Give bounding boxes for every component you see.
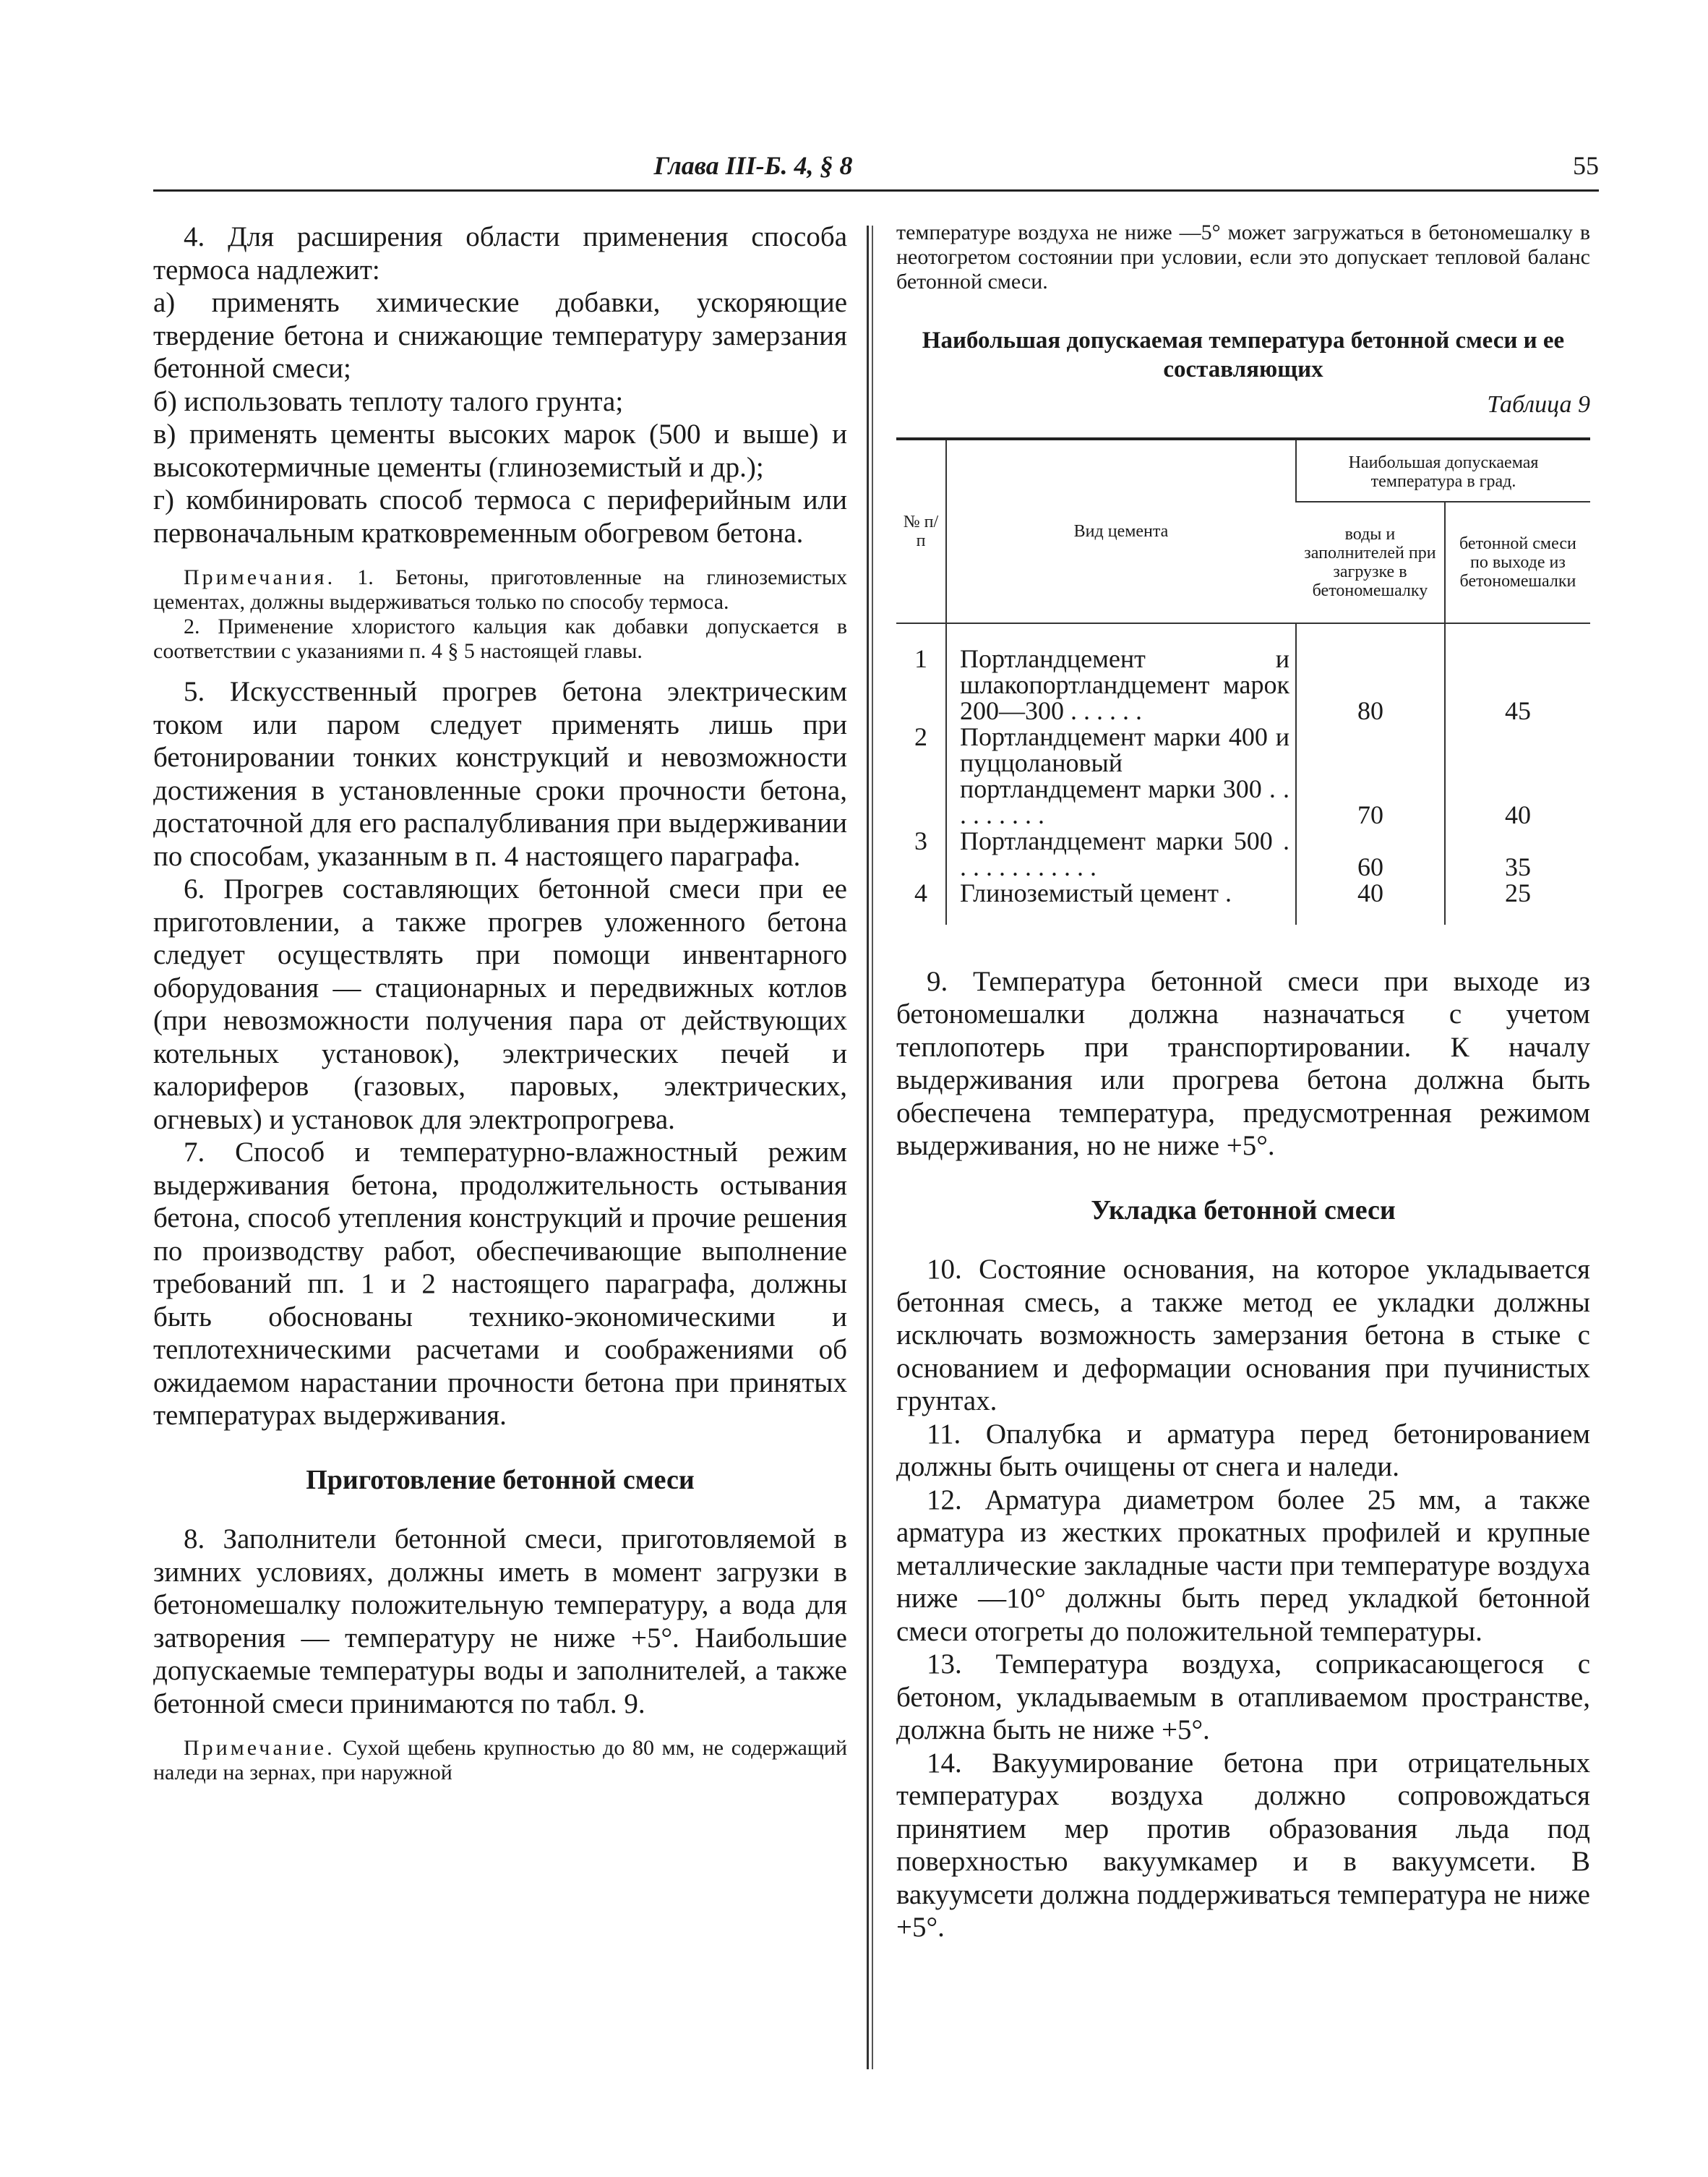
col-header-mix: бетонной смеси по выходе из бетономешалки bbox=[1445, 502, 1590, 623]
table-row bbox=[896, 828, 1590, 880]
right-column bbox=[896, 221, 1590, 1944]
paragraph-11: 11. Опалубка и арматура перед бетонированием должны быть очищены от снега и наледи. bbox=[896, 1418, 1590, 1482]
cement-type: Глиноземистый цемент . bbox=[946, 880, 1296, 925]
table-row bbox=[896, 623, 1590, 724]
mix-temp: 45 bbox=[1445, 623, 1590, 724]
header-rule bbox=[153, 189, 1599, 192]
cement-type: Портландцемент марки 400 и пуццолановый портландцемент марки 300 . . . . . . . . . bbox=[946, 724, 1296, 828]
paragraph-9: 9. Температура бетонной смеси при выходе из бетономешалки должна назначаться с учетом теплопотерь при транспортировании. К началу выдерживания или прогрева бетона должна быть обеспечена температура, предусмотренная режимом выдерживания, но не ниже +5°. bbox=[896, 965, 1590, 1161]
mix-temp: 35 bbox=[1445, 828, 1590, 880]
water-temp: 60 bbox=[1296, 828, 1445, 880]
col-header-group: Наибольшая допускаемая температура в град. bbox=[1296, 439, 1590, 502]
paragraph-4-item-c: в) применять цементы высоких марок (500 и выше) и высокотермичные цементы (глиноземистый и др.); bbox=[153, 419, 847, 483]
running-header bbox=[153, 150, 1599, 194]
paragraph-4-item-b: б) использовать теплоту талого грунта; bbox=[153, 385, 624, 417]
mix-temp: 25 bbox=[1445, 880, 1590, 925]
paragraph-6: 6. Прогрев составляющих бетонной смеси при ее приготовлении, а также прогрев уложенного бетона следует осуществлять при помощи инвентарного оборудования — стационарных и передвижных котлов (при невозможности получения пара от действующих котельных установок), электрических печей и калориферов (газовых, паровых, электрических, огневых) и установок для электропрогрева. bbox=[153, 873, 847, 1135]
note-1 bbox=[153, 565, 847, 615]
paragraph-4-intro: 4. Для расширения области применения способа термоса надлежит: bbox=[153, 221, 847, 286]
water-temp: 70 bbox=[1296, 724, 1445, 828]
mix-temp: 40 bbox=[1445, 724, 1590, 828]
col-header-cement-type: Вид цемента bbox=[946, 439, 1296, 623]
section-heading-preparation: Приготовление бетонной смеси bbox=[306, 1464, 695, 1495]
paragraph-4-item-a: а) применять химические добавки, ускоряющие твердение бетона и снижающие температуру замерзания бетонной смеси; bbox=[153, 287, 847, 384]
paragraph-8: 8. Заполнители бетонной смеси, приготовляемой в зимних условиях, должны иметь в момент загрузки в бетономешалку положительную температуру, а вода для затворения — температуру не ниже +5°. Наибольшие допускаемые температуры воды и заполнителей, а также бетонной смеси принимаются по табл. 9. bbox=[153, 1523, 847, 1719]
row-number: 2 bbox=[914, 722, 927, 751]
note-3-continuation bbox=[896, 221, 1590, 294]
note-2: 2. Применение хлористого кальция как добавки допускается в соответствии с указаниями п. 4 § 5 настоящей главы. bbox=[153, 615, 847, 663]
water-temp: 40 bbox=[1296, 880, 1445, 925]
paragraph-5: 5. Искусственный прогрев бетона электрическим током или паром следует применять лишь при бетонировании тонких конструкций и невозможности достижения в установленные сроки прочности бетона, достаточной для его распалубливания при выдерживании по способам, указанным в п. 4 настоящего параграфа. bbox=[153, 676, 847, 872]
water-temp: 80 bbox=[1296, 623, 1445, 724]
paragraph-14: 14. Вакуумирование бетона при отрицательных температурах воздуха должно сопровождаться принятием мер против образования льда под поверхностью вакуумкамер и в вакуумсети. В вакуумсети должна поддерживаться температура не ниже +5°. bbox=[896, 1747, 1590, 1943]
paragraph-13: 13. Температура воздуха, соприкасающегося с бетоном, укладываемым в отапливаемом пространстве, должна быть не ниже +5°. bbox=[896, 1648, 1590, 1745]
cement-type: Портландцемент и шлакопортландцемент марок 200—300 . . . . . . bbox=[946, 623, 1296, 724]
cement-type: Портландцемент марки 500 . . . . . . . . . . . . bbox=[946, 828, 1296, 880]
section-heading-laying: Укладка бетонной смеси bbox=[1091, 1194, 1396, 1226]
table-title: Наибольшая допускаемая температура бетонной смеси и ее составляющих bbox=[922, 328, 1565, 382]
note-3-continued-text: температуре воздуха не ниже —5° может загружаться в бетономешалку в неотогретом состоянии при условии, если это допускает тепловой баланс бетонной смеси. bbox=[896, 221, 1590, 294]
col-header-water: воды и заполнителей при загрузке в бетономешалку bbox=[1296, 502, 1445, 623]
row-number: 4 bbox=[914, 878, 927, 907]
notes-block bbox=[153, 565, 847, 664]
note-1-text: 1. Бетоны, приготовленные на глиноземистых цементах, должны выдерживаться только по способу термоса. bbox=[153, 565, 848, 614]
row-number: 3 bbox=[914, 826, 927, 855]
chapter-title: Глава III-Б. 4, § 8 bbox=[653, 151, 853, 180]
column-divider-second-line bbox=[872, 226, 873, 2069]
paragraph-7: 7. Способ и температурно-влажностный режим выдерживания бетона, продолжительность остывания бетона, способ утепления конструкций и прочие решения по производству работ, обеспечивающие выполнение требований пп. 1 и 2 настоящего параграфа, должны быть обоснованы технико-экономическими и теплотехническими расчетами и соображениями об ожидаемом нарастании прочности бетона при принятых температурах выдерживания. bbox=[153, 1137, 847, 1431]
note-3-label: Примечание. bbox=[184, 1736, 335, 1760]
col-header-number: № п/п bbox=[896, 439, 946, 623]
column-divider bbox=[867, 226, 869, 2069]
note-3 bbox=[153, 1736, 847, 1785]
paragraph-4-item-d: г) комбинировать способ термоса с периферийным или первоначальным кратковременным обогревом бетона. bbox=[153, 484, 847, 549]
page-number: 55 bbox=[1573, 151, 1599, 180]
row-number: 1 bbox=[914, 643, 927, 673]
left-column bbox=[153, 221, 847, 1797]
table-row bbox=[896, 724, 1590, 828]
table-9 bbox=[896, 437, 1590, 925]
paragraph-10: 10. Состояние основания, на которое укладывается бетонная смесь, а также метод ее укладки должны исключать возможность замерзания бетона в стыке с основанием и деформации основания при пучинистых грунтах. bbox=[896, 1254, 1590, 1416]
notes-label: Примечания. bbox=[184, 565, 336, 589]
paragraph-12: 12. Арматура диаметром более 25 мм, а также арматура из жестких прокатных профилей и крупные металлические закладные части при температуре воздуха ниже —10° должны быть перед укладкой бетонной смеси отогреты до положительной температуры. bbox=[896, 1484, 1590, 1647]
table-label: Таблица 9 bbox=[1487, 391, 1590, 418]
note-3-text: Сухой щебень крупностью до 80 мм, не содержащий наледи на зернах, при наружной bbox=[153, 1736, 848, 1784]
note-3-block bbox=[153, 1736, 847, 1785]
table-row bbox=[896, 880, 1590, 925]
